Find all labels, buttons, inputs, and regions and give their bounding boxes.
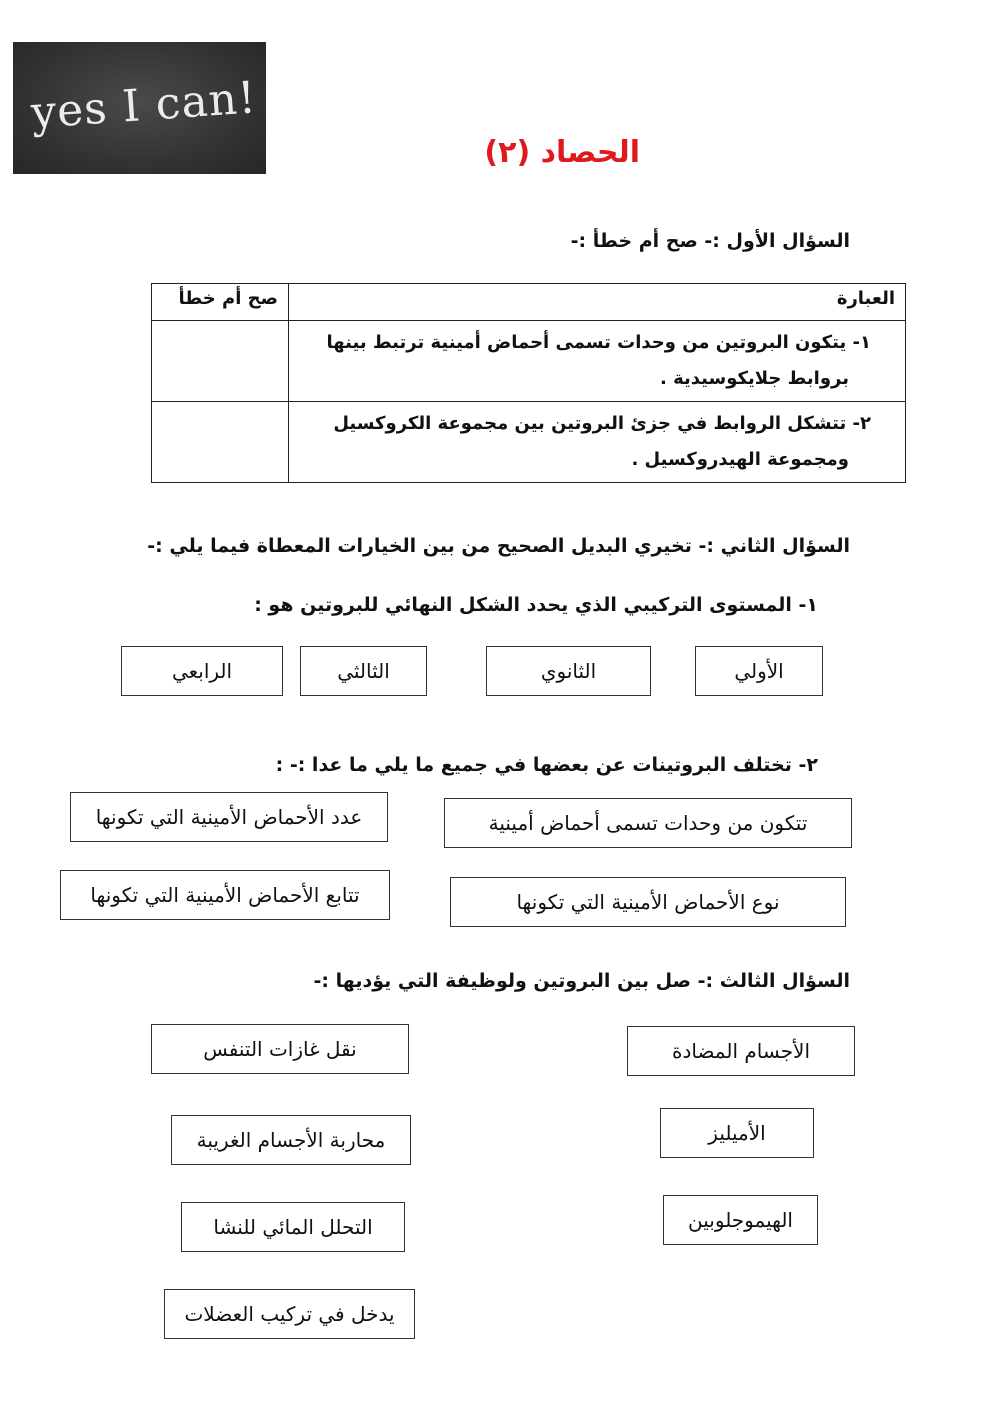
- option-box[interactable]: تتابع الأحماض الأمينية التي تكونها: [60, 870, 390, 920]
- answer-cell[interactable]: [152, 321, 289, 402]
- option-box[interactable]: الثالثي: [300, 646, 427, 696]
- table-header-row: [152, 284, 906, 321]
- option-box[interactable]: الثانوي: [486, 646, 651, 696]
- statement-line: ومجموعة الهيدروكسيل .: [631, 449, 849, 470]
- protein-box[interactable]: الهيموجلوبين: [663, 1195, 818, 1245]
- q2-item1-text: ١- المستوى التركيبي الذي يحدد الشكل النهائي للبروتين هو :: [254, 594, 818, 616]
- option-box[interactable]: تتكون من وحدات تسمى أحماض أمينية: [444, 798, 852, 848]
- q3-heading: السؤال الثالث :- صل بين البروتين ولوظيفة التي يؤديها :-: [313, 970, 850, 992]
- page-title: الحصاد (٢): [484, 135, 640, 170]
- option-box[interactable]: الأولي: [695, 646, 823, 696]
- option-box[interactable]: الرابعي: [121, 646, 283, 696]
- q2-item2-text: ٢- تختلف البروتينات عن بعضها في جميع ما يلي ما عدا :- :: [275, 754, 818, 776]
- q2-heading: السؤال الثاني :- تخيري البديل الصحيح من بين الخيارات المعطاة فيما يلي :-: [147, 535, 850, 557]
- option-box[interactable]: نوع الأحماض الأمينية التي تكونها: [450, 877, 846, 927]
- function-box[interactable]: محاربة الأجسام الغريبة: [171, 1115, 411, 1165]
- yes-i-can-badge: [13, 42, 266, 174]
- function-box[interactable]: نقل غازات التنفس: [151, 1024, 409, 1074]
- true-false-table: [151, 283, 906, 483]
- q1-heading: السؤال الأول :- صح أم خطأ :-: [570, 230, 850, 252]
- badge-text: yes I can!: [29, 72, 259, 139]
- table-row: [152, 321, 906, 402]
- protein-box[interactable]: الأميليز: [660, 1108, 814, 1158]
- statement-line: ٢- تتشكل الروابط في جزئ البروتين بين مجموعة الكروكسيل: [333, 413, 871, 434]
- statement-line: ١- يتكون البروتين من وحدات تسمى أحماض أمينية ترتبط بينها: [326, 332, 871, 353]
- statement-column-header: العبارة: [289, 284, 906, 321]
- statement-cell: [289, 321, 906, 402]
- protein-box[interactable]: الأجسام المضادة: [627, 1026, 855, 1076]
- option-box[interactable]: عدد الأحماض الأمينية التي تكونها: [70, 792, 388, 842]
- function-box[interactable]: يدخل في تركيب العضلات: [164, 1289, 415, 1339]
- statement-cell: [289, 402, 906, 483]
- table-row: [152, 402, 906, 483]
- statement-line: بروابط جلايكوسيدية .: [660, 368, 849, 389]
- answer-column-header: صح أم خطأ: [152, 284, 289, 321]
- function-box[interactable]: التحلل المائي للنشا: [181, 1202, 405, 1252]
- answer-cell[interactable]: [152, 402, 289, 483]
